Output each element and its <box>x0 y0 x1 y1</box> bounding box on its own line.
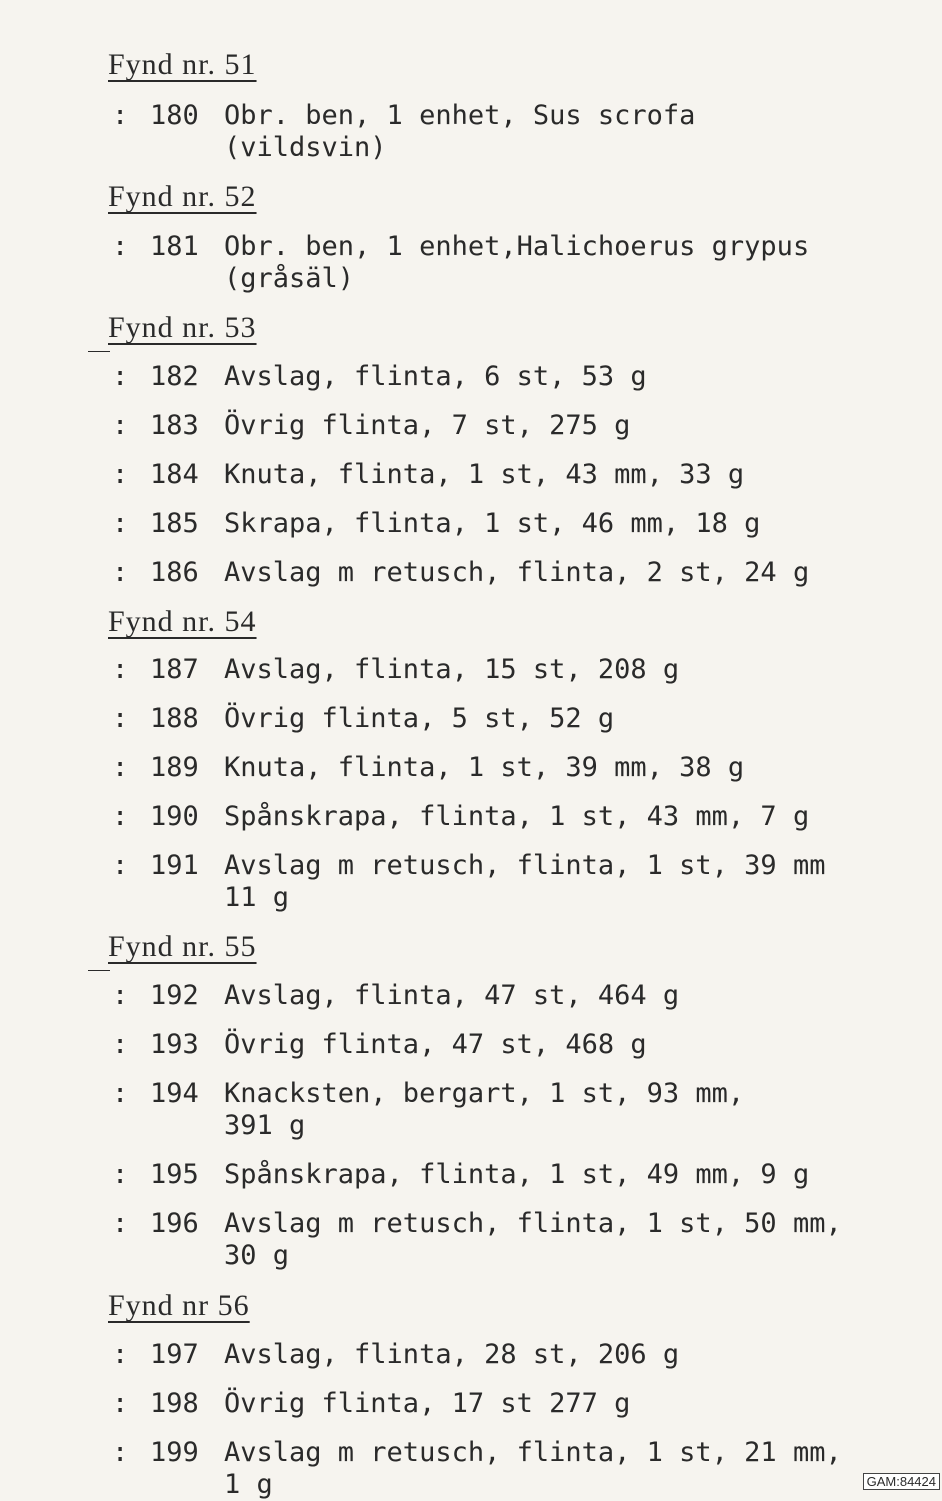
entry-text: Övrig flinta, 47 st, 468 g <box>224 1029 647 1060</box>
entry-text: Övrig flinta, 17 st 277 g <box>224 1388 631 1419</box>
entry-continuation: 1 g <box>224 1469 273 1500</box>
entry-text: Obr. ben, 1 enhet, Sus scrofa <box>224 100 696 131</box>
list-item <box>112 1208 842 1272</box>
list-item <box>112 459 744 491</box>
entry-colon: : <box>112 1339 129 1370</box>
entry-colon: : <box>112 703 129 734</box>
entry-colon: : <box>112 1208 129 1239</box>
entry-colon: : <box>112 1029 129 1060</box>
list-item <box>112 1388 630 1420</box>
list-item <box>112 1339 679 1371</box>
entry-number: 192 <box>150 980 199 1011</box>
entry-colon: : <box>112 654 129 685</box>
entry-text: Avslag m retusch, flinta, 1 st, 21 mm, <box>224 1437 842 1468</box>
entry-text: Avslag, flinta, 6 st, 53 g <box>224 361 647 392</box>
list-item <box>112 752 744 784</box>
entry-number: 188 <box>150 703 199 734</box>
entry-text: Skrapa, flinta, 1 st, 46 mm, 18 g <box>224 508 761 539</box>
entry-colon: : <box>112 100 129 131</box>
entry-text: Övrig flinta, 5 st, 52 g <box>224 703 615 734</box>
entry-number: 189 <box>150 752 199 783</box>
entry-colon: : <box>112 801 129 832</box>
entry-number: 190 <box>150 801 199 832</box>
entry-colon: : <box>112 850 129 881</box>
entry-colon: : <box>112 410 129 441</box>
entry-text: Spånskrapa, flinta, 1 st, 49 mm, 9 g <box>224 1159 810 1190</box>
list-item <box>112 801 809 833</box>
section-heading: Fynd nr. 55 <box>108 930 257 963</box>
entry-number: 185 <box>150 508 199 539</box>
entry-colon: : <box>112 557 129 588</box>
entry-continuation: 30 g <box>224 1240 290 1271</box>
entry-number: 183 <box>150 410 199 441</box>
entry-continuation: (vildsvin) <box>224 132 387 163</box>
entry-text: Spånskrapa, flinta, 1 st, 43 mm, 7 g <box>224 801 810 832</box>
archive-id-stamp: GAM:84424 <box>863 1473 940 1490</box>
entry-text: Knuta, flinta, 1 st, 39 mm, 38 g <box>224 752 745 783</box>
entry-text: Obr. ben, 1 enhet,Halichoerus grypus <box>224 231 810 262</box>
entry-text: Avslag m retusch, flinta, 1 st, 50 mm, <box>224 1208 842 1239</box>
list-item <box>112 557 809 589</box>
entry-continuation: 391 g <box>224 1110 306 1141</box>
entry-colon: : <box>112 508 129 539</box>
list-item <box>112 1437 842 1501</box>
section-heading: Fynd nr. 52 <box>108 180 257 213</box>
entry-colon: : <box>112 231 129 262</box>
entry-colon: : <box>112 361 129 392</box>
entry-colon: : <box>112 1437 129 1468</box>
list-item <box>112 508 760 540</box>
entry-text: Knuta, flinta, 1 st, 43 mm, 33 g <box>224 459 745 490</box>
entry-colon: : <box>112 980 129 1011</box>
list-item <box>112 1078 744 1142</box>
entry-number: 187 <box>150 654 199 685</box>
entry-number: 195 <box>150 1159 199 1190</box>
entry-colon: : <box>112 1159 129 1190</box>
entry-number: 196 <box>150 1208 199 1239</box>
entry-text: Avslag, flinta, 47 st, 464 g <box>224 980 680 1011</box>
section-heading: Fynd nr. 53 <box>108 311 257 344</box>
entry-number: 186 <box>150 557 199 588</box>
entry-continuation: (gråsäl) <box>224 263 355 294</box>
entry-number: 194 <box>150 1078 199 1109</box>
entry-continuation: 11 g <box>224 882 290 913</box>
entry-text: Avslag m retusch, flinta, 1 st, 39 mm <box>224 850 826 881</box>
entry-colon: : <box>112 1388 129 1419</box>
section-heading: Fynd nr. 54 <box>108 605 257 638</box>
entry-number: 198 <box>150 1388 199 1419</box>
entry-text: Avslag, flinta, 28 st, 206 g <box>224 1339 680 1370</box>
entry-number: 182 <box>150 361 199 392</box>
entry-number: 184 <box>150 459 199 490</box>
entry-colon: : <box>112 1078 129 1109</box>
entry-text: Knacksten, bergart, 1 st, 93 mm, <box>224 1078 745 1109</box>
list-item <box>112 361 647 393</box>
list-item <box>112 231 809 295</box>
entry-colon: : <box>112 752 129 783</box>
entry-text: Övrig flinta, 7 st, 275 g <box>224 410 631 441</box>
entry-number: 199 <box>150 1437 199 1468</box>
section-heading: Fynd nr 56 <box>108 1289 250 1322</box>
list-item <box>112 1159 809 1191</box>
list-item <box>112 654 679 686</box>
entry-number: 180 <box>150 100 199 131</box>
list-item <box>112 1029 647 1061</box>
list-item <box>112 100 695 164</box>
entry-number: 193 <box>150 1029 199 1060</box>
entry-colon: : <box>112 459 129 490</box>
entry-number: 181 <box>150 231 199 262</box>
entry-text: Avslag m retusch, flinta, 2 st, 24 g <box>224 557 810 588</box>
list-item <box>112 850 825 914</box>
list-item <box>112 410 630 442</box>
section-heading: Fynd nr. 51 <box>108 48 257 81</box>
entry-text: Avslag, flinta, 15 st, 208 g <box>224 654 680 685</box>
entry-number: 197 <box>150 1339 199 1370</box>
list-item <box>112 980 679 1012</box>
list-item <box>112 703 614 735</box>
entry-number: 191 <box>150 850 199 881</box>
